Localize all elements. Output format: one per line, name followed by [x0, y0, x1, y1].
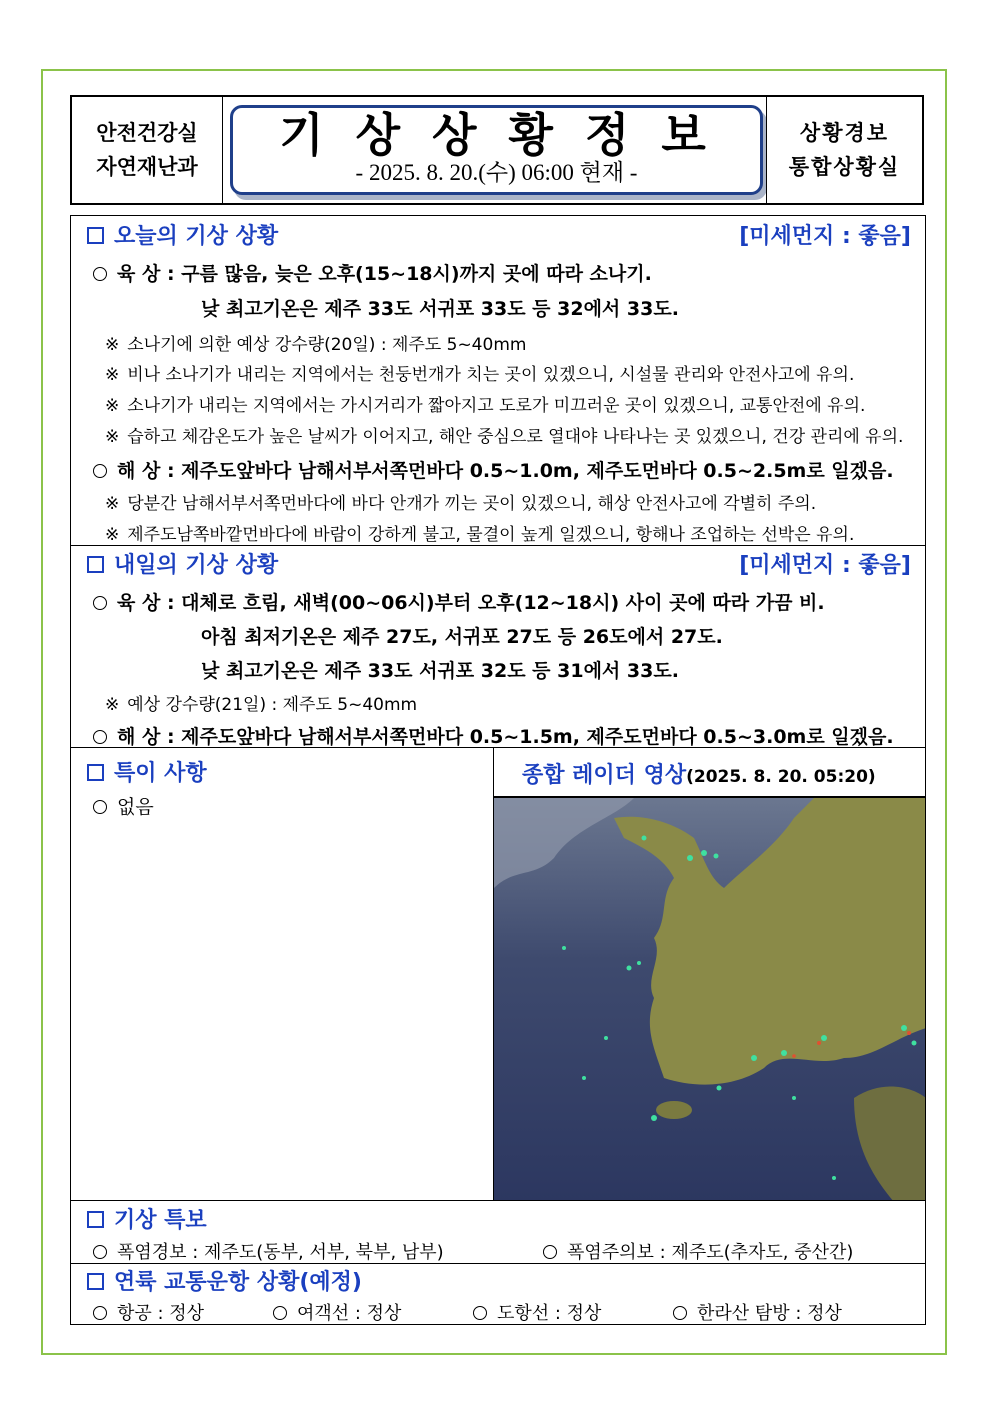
department-line2: 자연재난과 — [96, 155, 198, 179]
circle-bullet-icon — [93, 730, 107, 744]
today-note-3: ※ 소나기가 내리는 지역에서는 가시거리가 짧아지고 도로가 미끄러운 곳이 있겠으니, 교통안전에 유의. — [105, 396, 866, 416]
today-sea-note-1: ※ 당분간 남해서부서쪽먼바다에 바다 안개가 끼는 곳이 있겠으니, 해상 안전사고에 각별히 주의. — [105, 494, 817, 514]
today-land-1: 육 상 : 구름 많음, 늦은 오후(15~18시)까지 곳에 따라 소나기. — [93, 259, 652, 286]
circle-bullet-icon — [93, 464, 107, 478]
circle-bullet-icon — [273, 1306, 287, 1320]
tomorrow-land-1: 육 상 : 대체로 흐림, 새벽(00~06시)부터 오후(12~18시) 사이 곳에 따라 가끔 비. — [93, 588, 825, 615]
circle-bullet-icon — [673, 1306, 687, 1320]
radar-title: 종합 레이더 영상(2025. 8. 20. 05:20) — [494, 747, 926, 797]
today-note-2: ※ 비나 소나기가 내리는 지역에서는 천둥번개가 치는 곳이 있겠으니, 시설물 관리와 안전사고에 유의. — [105, 365, 855, 385]
tomorrow-land-2: 아침 최저기온은 제주 27도, 서귀포 27도 등 26도에서 27도. — [201, 626, 723, 648]
tomorrow-dust: [미세먼지 : 좋음] — [739, 553, 911, 578]
today-land-2: 낮 최고기온은 제주 33도 서귀포 33도 등 32에서 33도. — [201, 298, 679, 320]
today-sea-note-2: ※ 제주도남쪽바깥먼바다에 바람이 강하게 불고, 물결이 높게 일겠으니, 항해나 조업하는 선박은 유의. — [105, 525, 855, 545]
radar-map — [494, 798, 926, 1201]
checkbox-icon — [87, 764, 104, 781]
warnings-title: 기상 특보 — [87, 1203, 207, 1234]
office-label — [766, 97, 922, 203]
jeju-island — [656, 1101, 692, 1119]
traffic-hallasan: 한라산 탐방 : 정상 — [673, 1299, 842, 1325]
today-note-4: ※ 습하고 체감온도가 높은 날씨가 이어지고, 해안 중심으로 열대야 나타나는 곳 있겠으니, 건강 관리에 유의. — [105, 427, 904, 447]
traffic-island-ferry: 도항선 : 정상 — [473, 1299, 601, 1325]
heat-warning: 폭염경보 : 제주도(동부, 서부, 북부, 남부) — [93, 1238, 444, 1264]
circle-bullet-icon — [93, 267, 107, 281]
title-box — [230, 105, 763, 195]
tomorrow-title: 내일의 기상 상황 — [87, 548, 278, 579]
circle-bullet-icon — [93, 800, 107, 814]
special-title: 특이 사항 — [87, 756, 207, 787]
heat-advisory: 폭염주의보 : 제주도(추자도, 중산간) — [543, 1238, 853, 1264]
warnings-section — [70, 1200, 926, 1264]
circle-bullet-icon — [93, 1306, 107, 1320]
tomorrow-note: ※ 예상 강수량(21일) : 제주도 5~40mm — [105, 695, 418, 715]
office-line2: 통합상황실 — [788, 155, 901, 179]
circle-bullet-icon — [473, 1306, 487, 1320]
today-section — [70, 215, 926, 546]
checkbox-icon — [87, 1211, 104, 1228]
department-line1: 안전건강실 — [96, 121, 198, 145]
checkbox-icon — [87, 556, 104, 573]
report-datetime: - 2025. 8. 20.(수) 06:00 현재 - — [355, 160, 638, 185]
today-title: 오늘의 기상 상황 — [87, 219, 278, 250]
special-item: 없음 — [93, 792, 154, 819]
traffic-air: 항공 : 정상 — [93, 1299, 204, 1325]
header — [70, 95, 924, 205]
radar-image — [494, 797, 926, 1201]
traffic-title: 연륙 교통운항 상황(예정) — [87, 1265, 362, 1296]
traffic-ferry: 여객선 : 정상 — [273, 1299, 401, 1325]
today-sea: 해 상 : 제주도앞바다 남해서부서쪽먼바다 0.5~1.0m, 제주도먼바다 0.5~2.5m로 일겠음. — [93, 456, 894, 483]
today-note-1: ※ 소나기에 의한 예상 강수량(20일) : 제주도 5~40mm — [105, 335, 527, 355]
circle-bullet-icon — [93, 596, 107, 610]
checkbox-icon — [87, 1273, 104, 1290]
office-line1: 상황경보 — [799, 121, 890, 145]
tomorrow-sea: 해 상 : 제주도앞바다 남해서부서쪽먼바다 0.5~1.5m, 제주도먼바다 0.5~3.0m로 일겠음. — [93, 722, 894, 749]
checkbox-icon — [87, 227, 104, 244]
department-label — [72, 97, 223, 203]
traffic-section — [70, 1263, 926, 1325]
page-title: 기상상황정보 — [279, 108, 738, 162]
today-dust: [미세먼지 : 좋음] — [739, 224, 911, 249]
radar-timestamp: (2025. 8. 20. 05:20) — [686, 767, 876, 787]
circle-bullet-icon — [543, 1245, 557, 1259]
tomorrow-section — [70, 545, 926, 748]
circle-bullet-icon — [93, 1245, 107, 1259]
special-section — [70, 747, 494, 1201]
tomorrow-land-3: 낮 최고기온은 제주 33도 서귀포 32도 등 31에서 33도. — [201, 660, 679, 682]
